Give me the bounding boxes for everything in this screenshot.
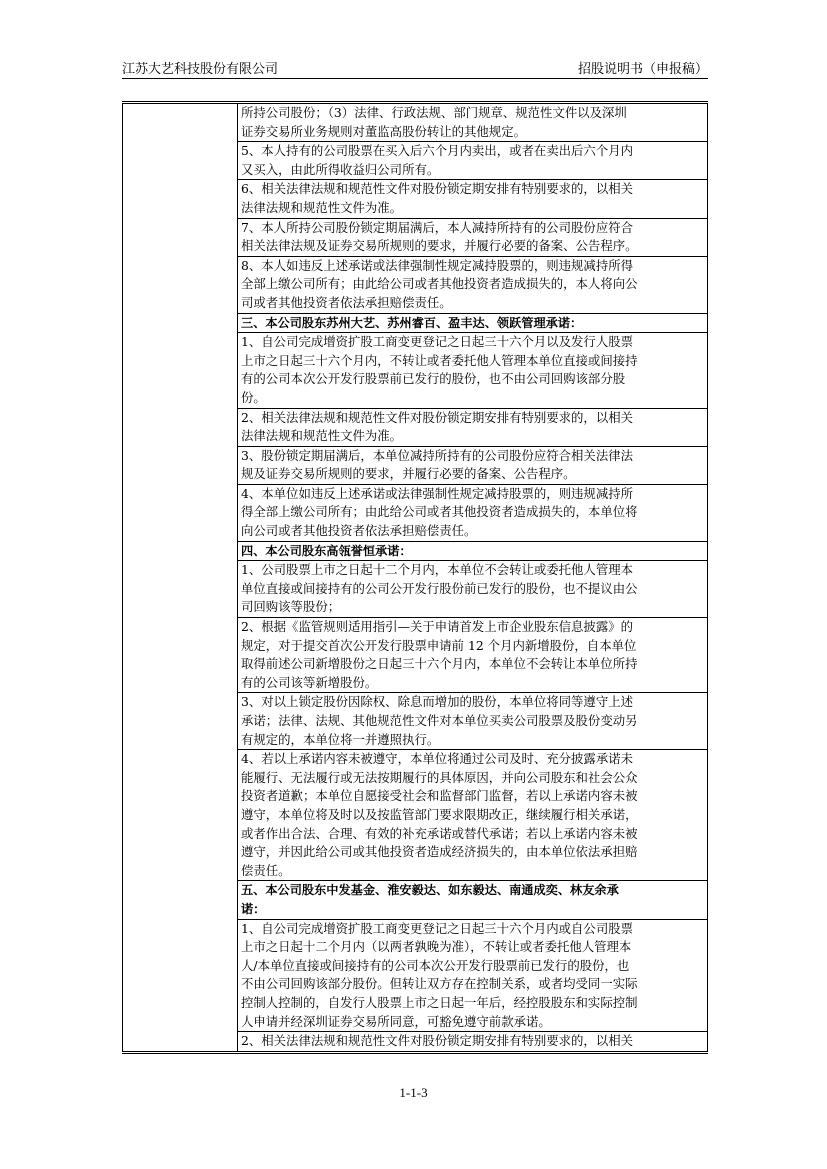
text-line: 司回购该等股份；: [241, 599, 341, 615]
page-header: [122, 58, 708, 78]
text-line: 承诺；法律、法规、其他规范性文件对本单位买卖公司股票及股份变动另: [241, 713, 638, 728]
text-line: 7、本人所持公司股份锁定期届满后，本人减持所持有的公司股份应符合: [241, 219, 633, 235]
section-heading-line: 四、本公司股东高瓴誉恒承诺：: [241, 543, 412, 558]
table-cell: [238, 618, 707, 693]
text-line: 4、若以上承诺内容未被遵守，本单位将通过公司及时、充分披露承诺未: [241, 751, 633, 767]
text-line: 有的公司本次公开发行股票前已发行的股份，也不由公司回购该部分股: [241, 371, 626, 387]
text-line: 取得前述公司新增股份之日起三十六个月内，本单位不会转让本单位所持: [241, 656, 638, 672]
section-heading-line: 三、本公司股东苏州大艺、苏州睿百、盈丰达、领跃管理承诺：: [241, 315, 583, 330]
page-number: 1-1-3: [399, 1085, 428, 1100]
table-content-column: [238, 104, 708, 1051]
text-line: 1、公司股票上市之日起十二个月内，本单位不会转让或委托他人管理本: [241, 562, 633, 578]
text-line: 相关法律法规及证券交易所规则的要求，并履行必要的备案、公告程序。: [241, 238, 638, 254]
table-cell: [238, 333, 707, 408]
table-cell: [238, 750, 707, 881]
text-line: 遵守，本单位将及时以及按监管部门要求限期改正，继续履行相关承诺，: [241, 806, 638, 822]
text-line: 8、本人如违反上述承诺或法律强制性规定减持股票的，则违规减持所得: [241, 257, 633, 273]
table-cell: [238, 142, 707, 180]
table-cell: [238, 180, 707, 218]
company-name: 江苏大艺科技股份有限公司: [122, 62, 279, 77]
text-line: 2、相关法律法规和规范性文件对股份锁定期安排有特别要求的，以相关: [241, 409, 633, 425]
text-line: 份。: [241, 389, 266, 405]
table-cell: [238, 257, 707, 314]
section-heading-line: 诺：: [241, 901, 266, 916]
text-line: 能履行、无法履行或无法按期履行的具体原因，并向公司股东和社会公众: [241, 769, 638, 785]
text-line: 上市之日起三十六个月内，不转让或者委托他人管理本单位直接或间接持: [241, 352, 638, 368]
text-line: 又买入，由此所得收益归公司所有。: [241, 161, 440, 177]
table-cell: [238, 920, 707, 1033]
table-cell: [238, 1032, 707, 1051]
text-line: 不由公司回购该部分股份。但转让双方存在控制关系，或者均受同一实际: [241, 976, 638, 992]
table-cell: [238, 693, 707, 750]
text-line: 4、本单位如违反上述承诺或法律强制性规定减持股票的，则违规减持所: [241, 485, 633, 501]
text-line: 偿责任。: [241, 862, 291, 878]
text-line: 上市之日起十二个月内（以两者孰晚为准），不转让或者委托他人管理本: [241, 939, 632, 955]
table-cell: [238, 314, 707, 334]
text-line: 司或者其他投资者依法承担赔偿责任。: [241, 294, 452, 310]
text-line: 法律法规和规范性文件为准。: [241, 428, 403, 444]
commitment-table: [122, 101, 708, 1054]
text-line: 规及证券交易所规则的要求，并履行必要的备案、公告程序。: [241, 466, 576, 482]
header-rule: [122, 78, 708, 79]
text-line: 遵守，并因此给公司或其他投资者造成经济损失的，由本单位依法承担赔: [241, 844, 638, 860]
text-line: 3、股份锁定期届满后，本单位减持所持有的公司股份应符合相关法律法: [241, 447, 633, 463]
table-cell: [238, 447, 707, 485]
text-line: 证券交易所业务规则对董监高股份转让的其他规定。: [241, 123, 526, 139]
table-cell: [238, 561, 707, 618]
document-type: 招股说明书（申报稿）: [577, 62, 708, 77]
text-line: 投资者道歉；本单位自愿接受社会和监督部门监督，若以上承诺内容未被: [241, 788, 638, 804]
table-cell: [238, 542, 707, 562]
table-label-column: [122, 104, 238, 1051]
text-line: 1、自公司完成增资扩股工商变更登记之日起三十六个月内或自公司股票: [241, 920, 633, 936]
text-line: 有的公司该等新增股份。: [241, 674, 378, 690]
text-line: 2、相关法律法规和规范性文件对股份锁定期安排有特别要求的，以相关: [241, 1033, 633, 1049]
text-line: 全部上缴公司所有；由此给公司或者其他投资者造成损失的，本人将向公: [241, 276, 638, 292]
text-line: 1、自公司完成增资扩股工商变更登记之日起三十六个月以及发行人股票: [241, 334, 633, 350]
text-line: 有规定的，本单位将一并遵照执行。: [241, 731, 440, 747]
text-line: 3、对以上锁定股份因除权、除息而增加的股份，本单位将同等遵守上述: [241, 694, 633, 710]
table-cell: [238, 881, 707, 919]
text-line: 得全部上缴公司所有；由此给公司或者其他投资者造成损失的，本单位将: [241, 504, 638, 520]
text-line: 6、相关法律法规和规范性文件对股份锁定期安排有特别要求的，以相关: [241, 181, 633, 197]
text-line: 向公司或者其他投资者依法承担赔偿责任。: [241, 523, 477, 539]
table-cell: [238, 485, 707, 542]
text-line: 5、本人持有的公司股票在买入后六个月内卖出，或者在卖出后六个月内: [241, 143, 633, 159]
table-cell: [238, 409, 707, 447]
text-line: 或者作出合法、合理、有效的补充承诺或替代承诺；若以上承诺内容未被: [241, 825, 638, 841]
table-cell: [238, 104, 707, 142]
table-cell: [238, 219, 707, 257]
text-line: 法律法规和规范性文件为准。: [241, 199, 403, 215]
text-line: 人/本单位直接或间接持有的公司本次公开发行股票前已发行的股份，也: [241, 957, 630, 973]
text-line: 控制人控制的，自发行人股票上市之日起一年后，经控股股东和实际控制: [241, 994, 638, 1010]
text-line: 单位直接或间接持有的公司公开发行股份前已发行的股份，也不提议由公: [241, 580, 638, 596]
text-line: 规定，对于提交首次公开发行股票申请前 12 个月内新增股份，自本单位: [241, 637, 637, 653]
text-line: 所持公司股份；（3）法律、行政法规、部门规章、规范性文件以及深圳: [241, 105, 627, 120]
section-heading-line: 五、本公司股东中发基金、淮安毅达、如东毅达、南通成奕、林友余承: [241, 883, 619, 898]
text-line: 2、根据《监管规则适用指引—关于申请首发上市企业股东信息披露》的: [241, 619, 633, 635]
text-line: 人申请并经深圳证券交易所同意，可豁免遵守前款承诺。: [241, 1013, 551, 1029]
